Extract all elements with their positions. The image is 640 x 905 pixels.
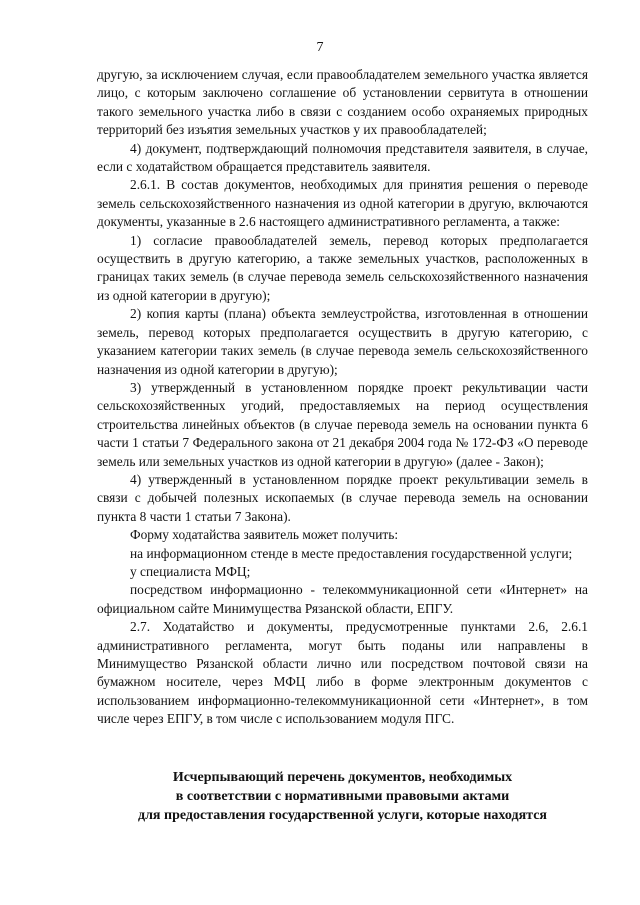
heading-line: Исчерпывающий перечень документов, необходимых [172,770,513,785]
paragraph: 4) утвержденный в установленном порядке проект рекультивации земель в связи с добычей полезных ископаемых (в случае перевода земель на основании пункта 8 части 1 статьи 7 Закона). [97,471,588,524]
paragraph: Форму ходатайства заявитель может получить: [130,527,399,543]
heading-line: в соответствии с нормативными правовыми актами [175,789,510,804]
section-heading [97,768,588,825]
paragraph: 2) копия карты (плана) объекта землеустройства, изготовленная в отношении земель, перевод которых предполагается осуществить в другую категорию, с указанием категории таких земель (в случае перевода земель сельскохозяйственного назначения из одной категории в другую); [97,306,588,377]
paragraph: 2.7. Ходатайство и документы, предусмотренные пунктами 2.6, 2.6.1 административного регламента, могут быть поданы или направлены в Минимущество Рязанской области лично или посредством почтовой связи на бумажном носителе, через МФЦ либо в форме электронным документов с использованием информационно-телекоммуникационной сети «Интернет», в том числе через ЕПГУ, в том числе с использованием модуля ПГС. [97,619,588,727]
paragraph: 4) документ, подтверждающий полномочия представителя заявителя, в случае, если с ходатайством обращается представитель заявителя. [97,140,588,175]
paragraph: на информационном стенде в месте предоставления государственной услуги; [130,545,573,561]
paragraph: посредством информационно - телекоммуникационной сети «Интернет» на официальном сайте Минимущества Рязанской области, ЕПГУ. [97,582,588,616]
document-body [97,66,588,729]
paragraph: 2.6.1. В состав документов, необходимых для принятия решения о переводе земель сельскохозяйственного назначения из одной категории в другую, включаются документы, указанные в 2.6 настоящего административного регламента, а также: [97,177,588,230]
paragraph: 1) согласие правообладателей земель, перевод которых предполагается осуществить в другую категорию, а также земельных участков, расположенных в границах таких земель (в случае перевода земель сельскохозяйственного назначения из одной категории в другую); [97,232,588,303]
page-number: 7 [316,40,324,55]
paragraph: 3) утвержденный в установленном порядке проект рекультивации части сельскохозяйственных угодий, предоставляемых на период осуществления строительства линейных объектов (в случае перевода земель на основании пункта 6 части 1 статьи 7 Федерального закона от 21 декабря 2004 года № 172-ФЗ «О переводе земель или земельных участков из одной категории в другую» (далее - Закон); [97,379,588,469]
heading-line: для предоставления государственной услуги, которые находятся [138,808,547,823]
paragraph: другую, за исключением случая, если правообладателем земельного участка является лицо, с которым заключено соглашение об установлении сервитута в отношении такого земельного участка либо в связи с созданием особо охраняемых природных территорий без изъятия земельных участков у их правообладателей; [97,67,588,138]
paragraph: у специалиста МФЦ; [130,563,251,579]
